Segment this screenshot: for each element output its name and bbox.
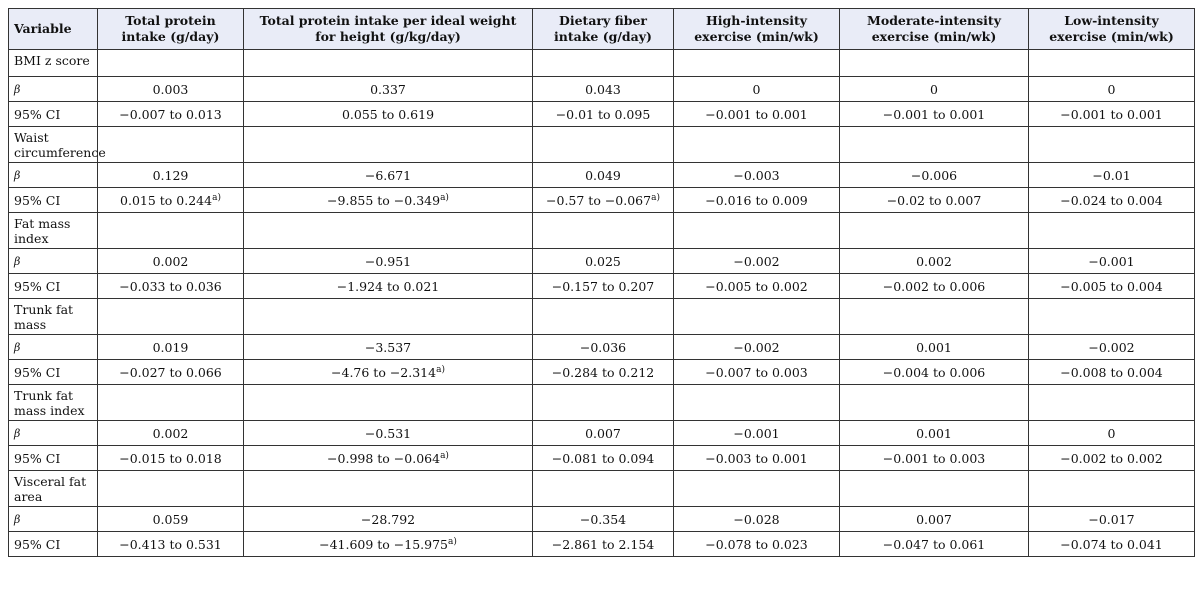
ci-cell bbox=[840, 360, 1029, 385]
beta-row bbox=[9, 507, 1195, 532]
ci-row bbox=[9, 446, 1195, 471]
header-cell-moderate-intensity: Moderate-intensity exercise (min/wk) bbox=[840, 9, 1029, 50]
beta-label: β bbox=[9, 335, 98, 360]
empty-cell bbox=[98, 127, 244, 163]
beta-value: 0.129 bbox=[98, 163, 244, 188]
ci-cell bbox=[533, 102, 674, 127]
beta-value: 0 bbox=[674, 77, 840, 102]
footnote-marker: a) bbox=[440, 192, 449, 203]
ci-label: 95% CI bbox=[9, 446, 98, 471]
ci-value: −0.027 to 0.066 bbox=[119, 364, 222, 380]
group-row bbox=[9, 127, 1195, 163]
group-row bbox=[9, 299, 1195, 335]
header-row bbox=[9, 9, 1195, 50]
ci-cell bbox=[674, 360, 840, 385]
empty-cell bbox=[1029, 50, 1195, 77]
ci-cell bbox=[98, 188, 244, 213]
ci-row bbox=[9, 102, 1195, 127]
ci-value: −0.002 to 0.006 bbox=[882, 278, 986, 294]
ci-cell bbox=[840, 102, 1029, 127]
header-cell-low-intensity: Low-intensity exercise (min/wk) bbox=[1029, 9, 1195, 50]
empty-cell bbox=[1029, 213, 1195, 249]
beta-label: β bbox=[9, 507, 98, 532]
group-label: Waist circumference bbox=[9, 127, 98, 163]
empty-cell bbox=[98, 299, 244, 335]
ci-value: −0.008 to 0.004 bbox=[1060, 364, 1163, 380]
beta-row bbox=[9, 77, 1195, 102]
ci-value: −0.047 to 0.061 bbox=[882, 536, 986, 552]
beta-value: −0.01 bbox=[1029, 163, 1195, 188]
ci-label: 95% CI bbox=[9, 360, 98, 385]
beta-label: β bbox=[9, 163, 98, 188]
beta-value: −0.002 bbox=[1029, 335, 1195, 360]
footnote-marker: a) bbox=[651, 192, 660, 203]
beta-label: β bbox=[9, 77, 98, 102]
ci-row bbox=[9, 532, 1195, 557]
group-row bbox=[9, 471, 1195, 507]
empty-cell bbox=[244, 127, 533, 163]
empty-cell bbox=[840, 299, 1029, 335]
empty-cell bbox=[98, 50, 244, 77]
ci-value: −0.157 to 0.207 bbox=[551, 278, 655, 294]
beta-value: −0.028 bbox=[674, 507, 840, 532]
ci-cell bbox=[98, 532, 244, 557]
beta-value: −0.036 bbox=[533, 335, 674, 360]
ci-value: −0.074 to 0.041 bbox=[1060, 536, 1163, 552]
ci-value: −0.078 to 0.023 bbox=[705, 536, 808, 552]
beta-value: 0.002 bbox=[98, 249, 244, 274]
ci-cell bbox=[533, 274, 674, 299]
empty-cell bbox=[840, 385, 1029, 421]
beta-value: 0.001 bbox=[840, 421, 1029, 446]
ci-value: −0.005 to 0.004 bbox=[1060, 278, 1163, 294]
header-cell-dietary-fiber: Dietary fiber intake (g/day) bbox=[533, 9, 674, 50]
ci-value: −0.02 to 0.007 bbox=[886, 192, 982, 208]
empty-cell bbox=[244, 299, 533, 335]
empty-cell bbox=[674, 299, 840, 335]
empty-cell bbox=[674, 50, 840, 77]
ci-cell bbox=[98, 360, 244, 385]
ci-row bbox=[9, 274, 1195, 299]
empty-cell bbox=[840, 50, 1029, 77]
beta-label: β bbox=[9, 249, 98, 274]
ci-cell bbox=[674, 188, 840, 213]
group-label: Trunk fat mass index bbox=[9, 385, 98, 421]
beta-value: 0 bbox=[840, 77, 1029, 102]
beta-row bbox=[9, 421, 1195, 446]
beta-value: −0.017 bbox=[1029, 507, 1195, 532]
footnote-marker: a) bbox=[212, 192, 221, 203]
beta-value: 0.002 bbox=[840, 249, 1029, 274]
ci-value: −0.284 to 0.212 bbox=[551, 364, 655, 380]
group-label: Trunk fat mass bbox=[9, 299, 98, 335]
beta-value: −0.003 bbox=[674, 163, 840, 188]
ci-cell bbox=[244, 532, 533, 557]
ci-value: −0.015 to 0.018 bbox=[119, 450, 222, 466]
ci-label: 95% CI bbox=[9, 188, 98, 213]
footnote-marker: a) bbox=[440, 450, 449, 461]
ci-value: −0.033 to 0.036 bbox=[119, 278, 222, 294]
empty-cell bbox=[533, 213, 674, 249]
header-cell-total-protein: Total protein intake (g/day) bbox=[98, 9, 244, 50]
empty-cell bbox=[533, 50, 674, 77]
ci-cell bbox=[244, 102, 533, 127]
ci-cell bbox=[98, 446, 244, 471]
ci-cell bbox=[244, 274, 533, 299]
group-label: BMI z score bbox=[9, 50, 98, 77]
ci-cell bbox=[840, 188, 1029, 213]
empty-cell bbox=[533, 385, 674, 421]
ci-value: −2.861 to 2.154 bbox=[551, 536, 655, 552]
header-cell-variable: Variable bbox=[9, 9, 98, 50]
empty-cell bbox=[533, 471, 674, 507]
beta-row bbox=[9, 163, 1195, 188]
ci-cell bbox=[674, 532, 840, 557]
ci-cell bbox=[1029, 360, 1195, 385]
beta-value: −3.537 bbox=[244, 335, 533, 360]
ci-label: 95% CI bbox=[9, 102, 98, 127]
ci-value: −0.001 to 0.001 bbox=[705, 106, 808, 122]
beta-value: 0.337 bbox=[244, 77, 533, 102]
empty-cell bbox=[840, 213, 1029, 249]
beta-value: −0.001 bbox=[674, 421, 840, 446]
empty-cell bbox=[674, 127, 840, 163]
beta-value: 0 bbox=[1029, 77, 1195, 102]
ci-value: −0.004 to 0.006 bbox=[882, 364, 986, 380]
ci-cell bbox=[533, 360, 674, 385]
table-header bbox=[9, 9, 1195, 50]
ci-value: −0.007 to 0.013 bbox=[119, 106, 222, 122]
header-cell-high-intensity: High-intensity exercise (min/wk) bbox=[674, 9, 840, 50]
ci-label: 95% CI bbox=[9, 532, 98, 557]
header-cell-protein-per-weight: Total protein intake per ideal weight for height (g/kg/day) bbox=[244, 9, 533, 50]
ci-cell bbox=[1029, 102, 1195, 127]
beta-value: −0.006 bbox=[840, 163, 1029, 188]
empty-cell bbox=[98, 385, 244, 421]
empty-cell bbox=[98, 471, 244, 507]
ci-value: −0.01 to 0.095 bbox=[555, 106, 651, 122]
beta-value: 0.049 bbox=[533, 163, 674, 188]
ci-value: −0.57 to −0.067 bbox=[546, 192, 652, 208]
beta-value: −0.951 bbox=[244, 249, 533, 274]
beta-value: −28.792 bbox=[244, 507, 533, 532]
ci-cell bbox=[533, 532, 674, 557]
group-label: Visceral fat area bbox=[9, 471, 98, 507]
ci-value: −0.001 to 0.001 bbox=[882, 106, 986, 122]
empty-cell bbox=[1029, 127, 1195, 163]
ci-value: −0.003 to 0.001 bbox=[705, 450, 808, 466]
table-body bbox=[9, 50, 1195, 557]
results-table bbox=[8, 8, 1195, 557]
ci-value: −1.924 to 0.021 bbox=[336, 278, 440, 294]
beta-value: 0.002 bbox=[98, 421, 244, 446]
empty-cell bbox=[840, 471, 1029, 507]
beta-value: −6.671 bbox=[244, 163, 533, 188]
ci-value: 0.055 to 0.619 bbox=[341, 106, 435, 122]
group-label: Fat mass index bbox=[9, 213, 98, 249]
beta-value: −0.001 bbox=[1029, 249, 1195, 274]
empty-cell bbox=[1029, 299, 1195, 335]
ci-label: 95% CI bbox=[9, 274, 98, 299]
ci-cell bbox=[1029, 188, 1195, 213]
ci-cell bbox=[98, 102, 244, 127]
ci-value: −0.002 to 0.002 bbox=[1060, 450, 1163, 466]
ci-cell bbox=[674, 102, 840, 127]
beta-value: −0.531 bbox=[244, 421, 533, 446]
beta-value: 0.019 bbox=[98, 335, 244, 360]
ci-cell bbox=[533, 446, 674, 471]
beta-label: β bbox=[9, 421, 98, 446]
ci-cell bbox=[1029, 532, 1195, 557]
empty-cell bbox=[244, 50, 533, 77]
ci-cell bbox=[98, 274, 244, 299]
ci-value: −0.005 to 0.002 bbox=[705, 278, 808, 294]
ci-cell bbox=[1029, 274, 1195, 299]
beta-value: −0.002 bbox=[674, 249, 840, 274]
beta-value: 0.059 bbox=[98, 507, 244, 532]
beta-value: 0 bbox=[1029, 421, 1195, 446]
ci-cell bbox=[674, 274, 840, 299]
empty-cell bbox=[98, 213, 244, 249]
ci-row bbox=[9, 188, 1195, 213]
ci-value: 0.015 to 0.244 bbox=[120, 192, 213, 208]
empty-cell bbox=[533, 299, 674, 335]
group-row bbox=[9, 213, 1195, 249]
ci-value: −0.024 to 0.004 bbox=[1060, 192, 1163, 208]
empty-cell bbox=[533, 127, 674, 163]
empty-cell bbox=[244, 213, 533, 249]
group-row bbox=[9, 50, 1195, 77]
ci-cell bbox=[674, 446, 840, 471]
empty-cell bbox=[1029, 385, 1195, 421]
empty-cell bbox=[674, 471, 840, 507]
empty-cell bbox=[244, 385, 533, 421]
ci-cell bbox=[840, 532, 1029, 557]
beta-row bbox=[9, 335, 1195, 360]
beta-value: 0.043 bbox=[533, 77, 674, 102]
beta-value: 0.003 bbox=[98, 77, 244, 102]
beta-value: −0.002 bbox=[674, 335, 840, 360]
empty-cell bbox=[1029, 471, 1195, 507]
ci-value: −0.081 to 0.094 bbox=[551, 450, 655, 466]
ci-value: −0.413 to 0.531 bbox=[119, 536, 222, 552]
group-row bbox=[9, 385, 1195, 421]
empty-cell bbox=[674, 385, 840, 421]
ci-cell bbox=[533, 188, 674, 213]
ci-value: −9.855 to −0.349 bbox=[327, 192, 441, 208]
ci-value: −0.998 to −0.064 bbox=[327, 450, 441, 466]
ci-value: −0.007 to 0.003 bbox=[705, 364, 808, 380]
footnote-marker: a) bbox=[448, 536, 457, 547]
ci-cell bbox=[840, 274, 1029, 299]
ci-cell bbox=[244, 360, 533, 385]
ci-row bbox=[9, 360, 1195, 385]
beta-value: 0.025 bbox=[533, 249, 674, 274]
empty-cell bbox=[674, 213, 840, 249]
ci-cell bbox=[840, 446, 1029, 471]
ci-value: −41.609 to −15.975 bbox=[319, 536, 449, 552]
ci-cell bbox=[244, 188, 533, 213]
footnote-marker: a) bbox=[436, 364, 445, 375]
empty-cell bbox=[840, 127, 1029, 163]
beta-value: 0.007 bbox=[533, 421, 674, 446]
beta-row bbox=[9, 249, 1195, 274]
ci-value: −0.016 to 0.009 bbox=[705, 192, 808, 208]
ci-cell bbox=[1029, 446, 1195, 471]
beta-value: −0.354 bbox=[533, 507, 674, 532]
empty-cell bbox=[244, 471, 533, 507]
beta-value: 0.007 bbox=[840, 507, 1029, 532]
ci-cell bbox=[244, 446, 533, 471]
beta-value: 0.001 bbox=[840, 335, 1029, 360]
ci-value: −0.001 to 0.001 bbox=[1060, 106, 1163, 122]
ci-value: −4.76 to −2.314 bbox=[331, 364, 437, 380]
ci-value: −0.001 to 0.003 bbox=[882, 450, 986, 466]
